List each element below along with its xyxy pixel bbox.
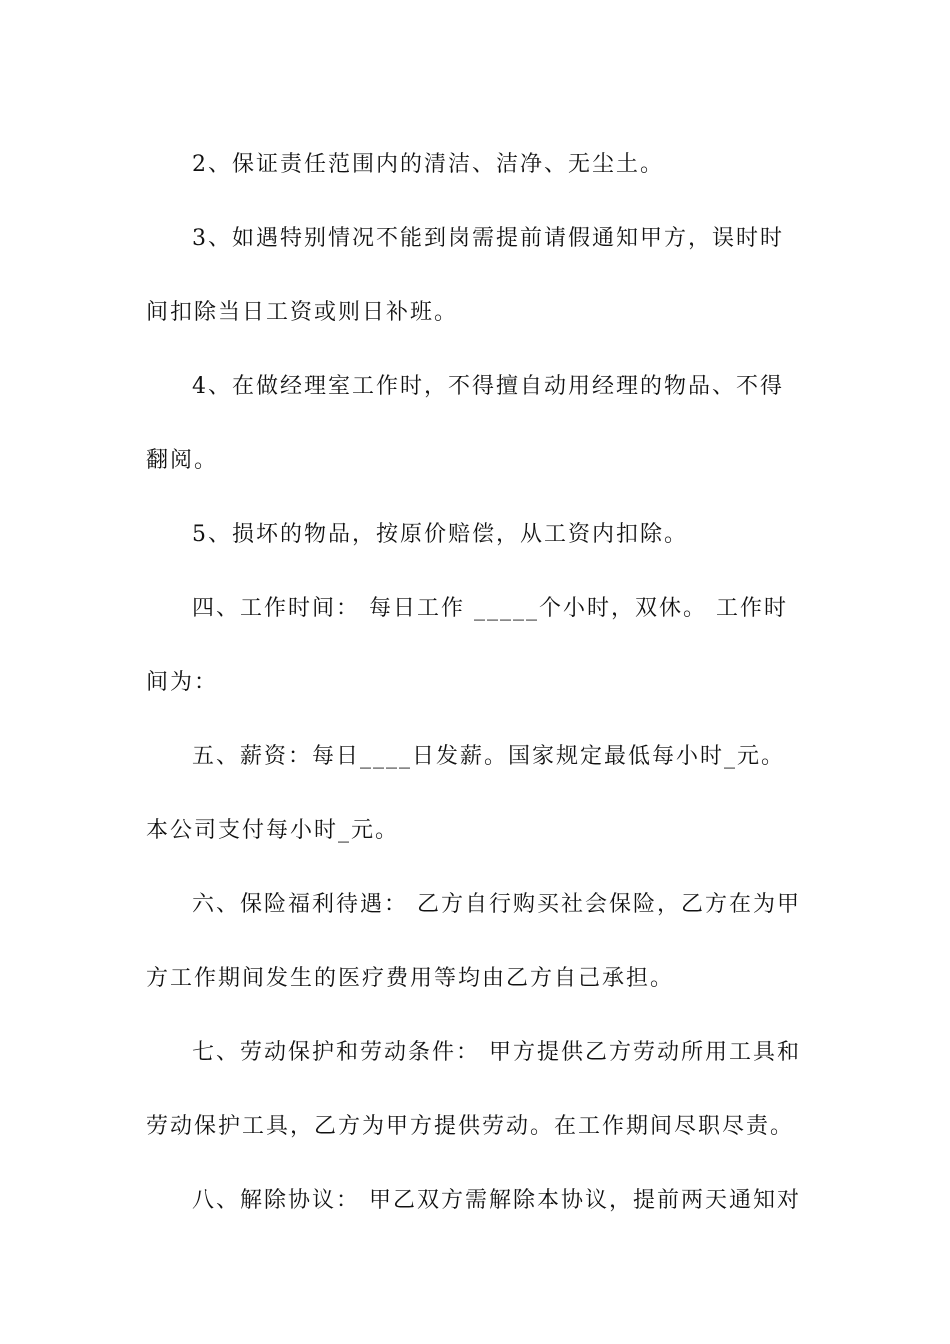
document-body (146, 128, 806, 1238)
section-8-termination: 八、解除协议： 甲乙双方需解除本协议，提前两天通知对 (192, 1188, 801, 1213)
clause-4-manager-office: 4、在做经理室工作时，不得擅自动用经理的物品、不得翻阅。 (146, 374, 784, 473)
clause-3-leave-notice: 3、如遇特别情况不能到岗需提前请假通知甲方，误时时间扣除当日工资或则日补班。 (146, 226, 784, 325)
section-4-working-hours: 四、工作时间： 每日工作 _____个小时，双休。 工作时间为： (146, 596, 788, 695)
section-6-insurance-benefits: 六、保险福利待遇： 乙方自行购买社会保险，乙方在为甲方工作期间发生的医疗费用等均由乙方自己承担。 (146, 892, 801, 991)
clause-5-damage-compensation: 5、损坏的物品，按原价赔偿，从工资内扣除。 (192, 522, 688, 547)
section-7-labor-protection: 七、劳动保护和劳动条件： 甲方提供乙方劳动所用工具和劳动保护工具，乙方为甲方提供劳动。在工作期间尽职尽责。 (146, 1040, 801, 1139)
clause-2-cleanliness: 2、保证责任范围内的清洁、洁净、无尘土。 (192, 152, 664, 177)
section-5-salary: 五、薪资：每日____日发薪。国家规定最低每小时_元。本公司支付每小时_元。 (146, 744, 786, 843)
